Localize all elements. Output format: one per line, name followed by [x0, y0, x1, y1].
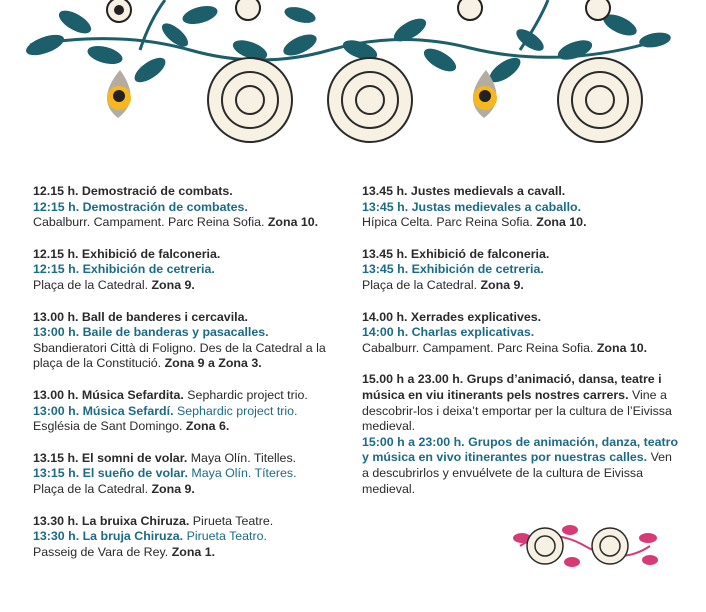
event-title-es: Baile de banderas y pasacalles. — [82, 325, 269, 340]
event-title-ca: Música Sefardita. — [81, 387, 184, 402]
event-time-ca: 14.00 h. — [362, 309, 408, 324]
event-time-es: 13:15 h. — [33, 466, 80, 481]
event-entry — [362, 184, 682, 231]
event-zone: Zona 10. — [267, 215, 319, 230]
event-time-es: 13:00 h. — [33, 403, 80, 418]
event-performer-es: Sephardic project trio. — [176, 403, 298, 418]
event-zone: Zona 1. — [171, 544, 216, 559]
event-title-es: Música Sefardí. — [82, 403, 174, 418]
event-time-ca: 13.30 h. — [33, 513, 79, 528]
event-venue: Cabalburr. Campament. Parc Reina Sofia. — [362, 340, 594, 355]
event-entry — [33, 514, 351, 561]
schedule-right-column — [362, 184, 682, 513]
event-entry — [33, 388, 351, 435]
event-venue: Passeig de Vara de Rey. — [33, 544, 169, 559]
event-entry — [33, 247, 351, 294]
event-time-ca: 13.00 h. — [33, 387, 79, 402]
event-performer-es: Pirueta Teatro. — [186, 529, 267, 544]
event-time-es: 13:45 h. — [362, 199, 409, 214]
event-entry — [33, 451, 351, 498]
event-time-ca: 13.45 h. — [362, 246, 408, 261]
event-venue: Hípica Celta. Parc Reina Sofia. — [362, 215, 533, 230]
event-performer-ca: Pirueta Teatre. — [192, 513, 274, 528]
event-zone: Zona 9 a Zona 3. — [164, 356, 262, 371]
event-time-es: 15:00 h a 23:00 h. — [362, 434, 465, 449]
event-description-ca: Vine a descobrir-los i deixa’t emportar per la cultura de l’Eivissa medieval. — [362, 387, 672, 434]
event-zone: Zona 9. — [151, 277, 195, 292]
event-title-es: Demostración de combates. — [82, 199, 248, 214]
event-entry — [362, 247, 682, 294]
event-venue: Plaça de la Catedral. — [33, 481, 149, 496]
event-venue: Sbandieratori Città di Foligno. Des de la Catedral a la plaça de la Constitució. — [33, 340, 326, 371]
event-entry — [33, 310, 351, 372]
event-time-es: 14:00 h. — [362, 325, 409, 340]
event-time-es: 13:00 h. — [33, 325, 80, 340]
event-venue: Plaça de la Catedral. — [33, 277, 149, 292]
event-title-ca: La bruixa Chiruza. — [81, 513, 190, 528]
event-performer-ca: Maya Olín. Titelles. — [190, 450, 297, 465]
event-entry — [33, 184, 351, 231]
event-title-ca: Xerrades explicatives. — [410, 309, 542, 324]
event-zone: Zona 9. — [151, 481, 195, 496]
event-title-ca: El somni de volar. — [81, 450, 188, 465]
event-title-ca: Demostració de combats. — [81, 184, 233, 198]
event-zone: Zona 10. — [596, 340, 648, 355]
event-time-es: 12:15 h. — [33, 199, 80, 214]
floral-header-ornament — [0, 0, 706, 175]
event-venue: Cabalburr. Campament. Parc Reina Sofia. — [33, 215, 265, 230]
event-title-ca: Exhibició de falconeria. — [81, 246, 221, 261]
event-title-es: Charlas explicativas. — [411, 325, 535, 340]
event-time-es: 13:45 h. — [362, 262, 409, 277]
event-title-ca: Exhibició de falconeria. — [410, 246, 550, 261]
event-venue: Plaça de la Catedral. — [362, 277, 478, 292]
event-title-ca: Grups d’animació, dansa, teatre i música en viu itinerants pels nostres carrers. — [362, 372, 662, 402]
event-time-ca: 13.15 h. — [33, 450, 79, 465]
event-title-es: La bruja Chiruza. — [82, 529, 184, 544]
event-performer-ca: Sephardic project trio. — [187, 387, 308, 402]
event-zone: Zona 6. — [185, 419, 230, 434]
event-time-ca: 12.15 h. — [33, 184, 79, 198]
event-title-ca: Justes medievals a cavall. — [410, 184, 566, 198]
event-time-ca: 15.00 h a 23.00 h. — [362, 372, 464, 387]
event-title-es: El sueño de volar. — [82, 466, 188, 481]
event-venue: Església de Sant Domingo. — [33, 419, 183, 434]
event-time-ca: 13.45 h. — [362, 184, 408, 198]
event-title-ca: Ball de banderes i cercavila. — [81, 309, 248, 324]
event-performer-es: Maya Olín. Títeres. — [191, 466, 297, 481]
event-zone: Zona 10. — [536, 215, 587, 230]
event-zone: Zona 9. — [480, 277, 524, 292]
event-title-es: Exhibición de cetreria. — [82, 262, 215, 277]
floral-footer-ornament — [510, 516, 660, 576]
event-title-es: Justas medievales a caballo. — [411, 199, 582, 214]
event-time-ca: 13.00 h. — [33, 309, 79, 324]
event-time-es: 12:15 h. — [33, 262, 80, 277]
event-entry — [362, 372, 682, 497]
event-title-es: Grupos de animación, danza, teatro y música en vivo itinerantes por nuestras calles. — [362, 434, 679, 465]
event-time-ca: 12.15 h. — [33, 246, 79, 261]
event-description-es: Ven a descubrirlos y envuélvete de la cultura de Eivissa medieval. — [362, 450, 672, 496]
event-time-es: 13:30 h. — [33, 529, 80, 544]
schedule-left-column — [33, 184, 351, 576]
event-title-es: Exhibición de cetreria. — [411, 262, 544, 277]
event-entry — [362, 310, 682, 357]
